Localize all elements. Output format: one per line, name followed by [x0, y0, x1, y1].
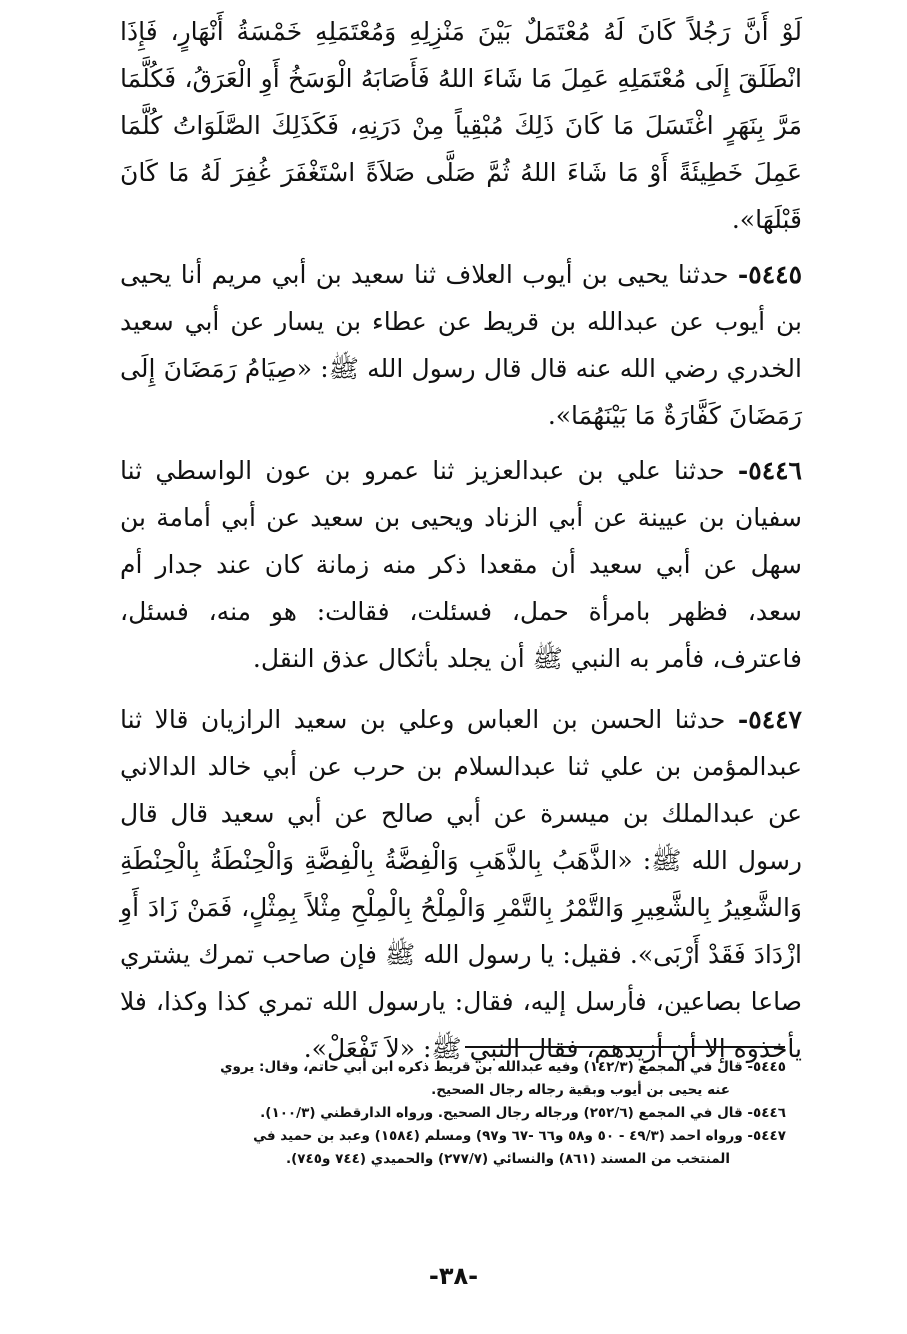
footnote-5446: ٥٤٤٦- قال في المجمع (٢٥٢/٦) ورجاله رجال الصحيح. ورواه الدارقطني (١٠٠/٣). — [260, 1105, 786, 1121]
footnote-5445: ٥٤٤٥- قال في المجمع (١٤٢/٣) وفيه عبدالله بن قريط ذكره ابن أبي حاتم، وقال: يروي — [220, 1059, 786, 1075]
hadith-number: ٥٤٤٦- — [737, 456, 802, 485]
footnote-5447: ٥٤٤٧- ورواه احمد (٤٩/٣ - ٥٠ و٥٨ و٦٦ -٦٧ و٩٧) ومسلم (١٥٨٤) وعبد بن حميد في — [253, 1128, 786, 1144]
hadith-text: حدثنا علي بن عبدالعزيز ثنا عمرو بن عون الواسطي ثنا سفيان بن عيينة عن أبي الزناد ويحيى بن سعيد عن أبي أمامة بن سهل عن أبي سعيد أن مقعدا ذكر منه زمانة كان عند جدار أم سعد، فظهر بامرأة حمل، فسئلت، فقالت: هو منه، فسئل، فاعترف، فأمر به النبي ﷺ أن يجلد بأثكال عذق النقل. — [120, 456, 802, 673]
footnote-divider — [465, 1046, 785, 1048]
footnotes — [100, 1056, 786, 1171]
hadith-number: ٥٤٤٧- — [737, 705, 802, 734]
main-text — [120, 8, 802, 1072]
hadith-text: حدثنا يحيى بن أيوب العلاف ثنا سعيد بن أبي مريم أنا يحيى بن أيوب عن عبدالله بن قريط عن عطاء بن يسار عن أبي سعيد الخدري رضي الله عنه قال قال رسول الله ﷺ: «صِيَامُ رَمَضَانَ إِلَى رَمَضَانَ كَفَّارَةٌ مَا بَيْنَهُمَا». — [120, 260, 802, 430]
page-number: -٣٨- — [428, 1262, 479, 1290]
hadith-number: ٥٤٤٥- — [737, 260, 802, 289]
hadith-continuation-text: لَوْ أَنَّ رَجُلاً كَانَ لَهُ مُعْتَمَلٌ بَيْنَ مَنْزِلِهِ وَمُعْتَمَلِهِ خَمْسَةُ أَنْهَارٍ، فَإِذَا انْطَلَقَ إِلَى مُعْتَمَلِهِ عَمِلَ مَا شَاءَ اللهُ فَأَصَابَهُ الْوَسَخُ أَوِ الْعَرَقُ، فَكُلَّمَا مَرَّ بِنَهَرٍ اغْتَسَلَ مَا كَانَ ذَلِكَ مُبْقِياً مِنْ دَرَنِهِ، فَكَذَلِكَ الصَّلَوَاتُ كُلَّمَا عَمِلَ خَطِيئَةً أَوْ مَا شَاءَ اللهُ ثُمَّ صَلَّى صَلاَةً اسْتَغْفَرَ غُفِرَ لَهُ مَا كَانَ قَبْلَهَا». — [120, 17, 802, 234]
hadith-5445 — [120, 251, 802, 439]
hadith-5446 — [120, 447, 802, 682]
hadith-text: حدثنا الحسن بن العباس وعلي بن سعيد الرازيان قالا ثنا عبدالمؤمن بن علي ثنا عبدالسلام بن حرب عن أبي خالد الدالاني عن عبدالملك بن ميسرة عن أبي صالح عن أبي سعيد قال قال رسول الله ﷺ: «الذَّهَبُ بِالذَّهَبِ وَالْفِضَّةُ بِالْفِضَّةِ وَالْحِنْطَةُ بِالْحِنْطَةِ وَالشَّعِيرُ بِالشَّعِيرِ وَالتَّمْرُ بِالتَّمْرِ وَالْمِلْحُ بِالْمِلْحِ مِثْلاً بِمِثْلٍ، فَمَنْ زَادَ أَوِ ازْدَادَ فَقَدْ أَرْبَى». فقيل: يا رسول الله ﷺ فإن صاحب تمرك يشتري صاعا بصاعين، فأرسل إليه، فقال: يارسول الله تمري كذا وكذا، فلا يأخذوه إلا أن أزيدهم، فقال النبي ﷺ: «لاَ تَفْعَلْ». — [120, 705, 803, 1063]
footnote-5445-continued: عنه يحيى بن أيوب وبقية رجاله رجال الصحيح. — [431, 1082, 730, 1098]
hadith-5447 — [120, 696, 802, 1072]
hadith-continuation — [120, 8, 802, 243]
footnote-5447-continued: المنتخب من المسند (٨٦١) والنسائي (٢٧٧/٧) والحميدي (٧٤٤ و٧٤٥). — [285, 1151, 730, 1167]
